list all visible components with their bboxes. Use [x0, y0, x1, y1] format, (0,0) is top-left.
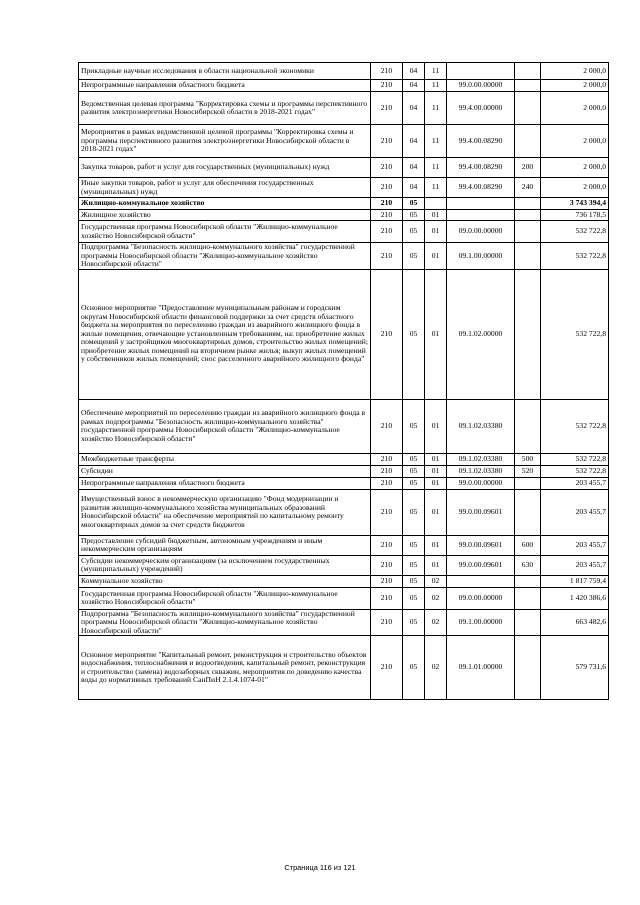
- row-section-code: 05: [403, 575, 425, 587]
- row-admin-code: 210: [371, 178, 403, 198]
- table-row: [79, 178, 609, 198]
- table-row: [79, 125, 609, 158]
- row-subsection-code: 01: [425, 465, 447, 477]
- row-section-code: 05: [403, 198, 425, 210]
- table-row: [79, 465, 609, 477]
- row-target-code: 09.1.02.03380: [447, 453, 515, 465]
- table-row: [79, 609, 609, 636]
- row-admin-code: 210: [371, 221, 403, 243]
- row-admin-code: 210: [371, 575, 403, 587]
- table-row: [79, 269, 609, 399]
- row-expense-type-code: [515, 125, 541, 158]
- row-target-code: 09.1.02.00000: [447, 269, 515, 399]
- row-name: Подпрограмма "Безопасность жилищно-коммунального хозяйства" государственной программы Новосибирской области "Жилищно-коммунальное хозяйство Новосибирской области": [79, 609, 371, 636]
- row-subsection-code: 02: [425, 636, 447, 700]
- row-amount: 2 000,0: [541, 63, 609, 80]
- row-admin-code: 210: [371, 465, 403, 477]
- row-expense-type-code: [515, 63, 541, 80]
- table-row: [79, 399, 609, 453]
- row-subsection-code: 11: [425, 178, 447, 198]
- row-subsection-code: 11: [425, 92, 447, 125]
- row-expense-type-code: [515, 92, 541, 125]
- row-amount: 3 743 394,4: [541, 198, 609, 210]
- row-name: Субсидии: [79, 465, 371, 477]
- row-section-code: 05: [403, 465, 425, 477]
- row-section-code: 05: [403, 243, 425, 270]
- row-name: Коммунальное хозяйство: [79, 575, 371, 587]
- row-subsection-code: 01: [425, 269, 447, 399]
- row-name: Обеспечение мероприятий по переселению граждан из аварийного жилищного фонда в рамках подпрограммы "Безопасность жилищно-коммунального хозяйства" государственной программы Новосибирской области "Жилищно-коммунальное хозяйство Новосибирской области": [79, 399, 371, 453]
- row-target-code: 09.1.00.00000: [447, 243, 515, 270]
- row-amount: 2 000,0: [541, 178, 609, 198]
- row-admin-code: 210: [371, 243, 403, 270]
- table-row: [79, 210, 609, 221]
- row-admin-code: 210: [371, 269, 403, 399]
- table-row: [79, 63, 609, 80]
- table-row: [79, 243, 609, 270]
- row-subsection-code: 11: [425, 158, 447, 178]
- row-amount: 2 000,0: [541, 80, 609, 92]
- table-row: [79, 489, 609, 535]
- row-expense-type-code: 520: [515, 465, 541, 477]
- table-row: [79, 80, 609, 92]
- row-section-code: 05: [403, 399, 425, 453]
- table-row: [79, 158, 609, 178]
- table-row: [79, 453, 609, 465]
- row-target-code: 99.0.00.09601: [447, 489, 515, 535]
- row-section-code: 04: [403, 178, 425, 198]
- row-target-code: 09.1.00.00000: [447, 609, 515, 636]
- row-name: Государственная программа Новосибирской области "Жилищно-коммунальное хозяйство Новосибирской области": [79, 221, 371, 243]
- row-subsection-code: [425, 198, 447, 210]
- row-expense-type-code: 240: [515, 178, 541, 198]
- row-amount: 203 455,7: [541, 555, 609, 575]
- row-admin-code: 210: [371, 453, 403, 465]
- row-expense-type-code: [515, 477, 541, 489]
- row-target-code: 99.4.00.08290: [447, 158, 515, 178]
- table-row: [79, 535, 609, 555]
- row-amount: 532 722,8: [541, 453, 609, 465]
- row-expense-type-code: [515, 587, 541, 609]
- row-subsection-code: 01: [425, 399, 447, 453]
- row-target-code: 99.0.00.00000: [447, 477, 515, 489]
- row-amount: 1 420 386,6: [541, 587, 609, 609]
- table-row: [79, 636, 609, 700]
- row-expense-type-code: [515, 198, 541, 210]
- row-amount: 532 722,8: [541, 465, 609, 477]
- row-admin-code: 210: [371, 80, 403, 92]
- row-subsection-code: 01: [425, 221, 447, 243]
- table-row: [79, 477, 609, 489]
- row-amount: 663 482,6: [541, 609, 609, 636]
- row-subsection-code: 01: [425, 477, 447, 489]
- row-amount: 532 722,8: [541, 399, 609, 453]
- row-admin-code: 210: [371, 555, 403, 575]
- row-admin-code: 210: [371, 198, 403, 210]
- row-section-code: 04: [403, 80, 425, 92]
- row-amount: 2 000,0: [541, 92, 609, 125]
- row-subsection-code: 01: [425, 489, 447, 535]
- row-name: Основное мероприятие "Предоставление муниципальным районам и городским округам Новосибирской области финансовой поддержки за счет средств областного бюджета на мероприятия по переселению граждан из аварийного жилищного фонда в жилые помещения, отвечающие установленным требованиям, на: приобретение жилых помещений у застройщиков многоквартирных домов, строительство жилых помещений; приобретение жилых помещений на вторичном рынке жилья; выкуп жилых помещений у собственников жилых помещений; снос расселенного аварийного жилищного фонда": [79, 269, 371, 399]
- row-subsection-code: 02: [425, 609, 447, 636]
- row-target-code: 99.4.00.08290: [447, 125, 515, 158]
- row-section-code: 05: [403, 489, 425, 535]
- row-subsection-code: 02: [425, 587, 447, 609]
- row-subsection-code: 01: [425, 243, 447, 270]
- row-section-code: 05: [403, 453, 425, 465]
- row-expense-type-code: [515, 636, 541, 700]
- table-row: [79, 555, 609, 575]
- row-expense-type-code: [515, 221, 541, 243]
- row-amount: 203 455,7: [541, 489, 609, 535]
- row-section-code: 04: [403, 63, 425, 80]
- row-name: Предоставление субсидий бюджетным, автономным учреждениям и иным некоммерческим организациям: [79, 535, 371, 555]
- row-expense-type-code: [515, 575, 541, 587]
- row-subsection-code: 11: [425, 80, 447, 92]
- row-expense-type-code: 200: [515, 158, 541, 178]
- row-target-code: [447, 198, 515, 210]
- row-expense-type-code: [515, 269, 541, 399]
- row-target-code: 99.4.00.08290: [447, 178, 515, 198]
- row-target-code: 99.4.00.00000: [447, 92, 515, 125]
- page-footer: Страница 116 из 121: [284, 863, 356, 872]
- row-admin-code: 210: [371, 477, 403, 489]
- row-amount: 532 722,8: [541, 269, 609, 399]
- row-section-code: 05: [403, 535, 425, 555]
- row-amount: 532 722,8: [541, 221, 609, 243]
- table-row: [79, 92, 609, 125]
- row-section-code: 05: [403, 609, 425, 636]
- row-section-code: 05: [403, 221, 425, 243]
- row-section-code: 05: [403, 555, 425, 575]
- row-section-code: 05: [403, 269, 425, 399]
- row-admin-code: 210: [371, 609, 403, 636]
- row-target-code: 99.0.00.00000: [447, 80, 515, 92]
- row-name: Подпрограмма "Безопасность жилищно-коммунального хозяйства" государственной программы Новосибирской области "Жилищно-коммунальное хозяйство Новосибирской области": [79, 243, 371, 270]
- row-subsection-code: 02: [425, 575, 447, 587]
- row-expense-type-code: [515, 609, 541, 636]
- row-target-code: 09.1.02.03380: [447, 399, 515, 453]
- row-target-code: 09.0.00.00000: [447, 221, 515, 243]
- row-target-code: 09.0.00.00000: [447, 587, 515, 609]
- row-subsection-code: 11: [425, 125, 447, 158]
- row-expense-type-code: [515, 399, 541, 453]
- row-target-code: [447, 63, 515, 80]
- row-section-code: 04: [403, 125, 425, 158]
- row-expense-type-code: [515, 80, 541, 92]
- row-admin-code: 210: [371, 636, 403, 700]
- row-section-code: 04: [403, 158, 425, 178]
- row-admin-code: 210: [371, 158, 403, 178]
- row-name: Имущественный взнос в некоммерческую организацию "Фонд модернизации и развития жилищно-коммунального хозяйства муниципальных образований Новосибирской области" на обеспечение мероприятий по капитальному ремонту многоквартирных домов за счет средств бюджетов: [79, 489, 371, 535]
- row-target-code: 09.1.02.03380: [447, 465, 515, 477]
- row-name: Субсидии некоммерческим организациям (за исключением государственных (муниципальных) учреждений): [79, 555, 371, 575]
- row-name: Межбюджетные трансферты: [79, 453, 371, 465]
- row-section-code: 04: [403, 92, 425, 125]
- row-amount: 2 000,0: [541, 158, 609, 178]
- row-name: Прикладные научные исследования в области национальной экономики: [79, 63, 371, 80]
- table-row: [79, 575, 609, 587]
- row-name: Государственная программа Новосибирской области "Жилищно-коммунальное хозяйство Новосибирской области": [79, 587, 371, 609]
- row-expense-type-code: [515, 210, 541, 221]
- table-row: [79, 221, 609, 243]
- row-admin-code: 210: [371, 587, 403, 609]
- table-row: [79, 198, 609, 210]
- row-subsection-code: 01: [425, 210, 447, 221]
- row-name: Иные закупки товаров, работ и услуг для обеспечения государственных (муниципальных) нужд: [79, 178, 371, 198]
- budget-table: [78, 62, 609, 700]
- row-target-code: 99.0.00.09601: [447, 535, 515, 555]
- row-section-code: 05: [403, 477, 425, 489]
- row-expense-type-code: 630: [515, 555, 541, 575]
- row-subsection-code: 01: [425, 453, 447, 465]
- row-name: Ведомственная целевая программа "Корректировка схемы и программы перспективного развития электроэнергетики Новосибирской области в 2018-2021 годах": [79, 92, 371, 125]
- row-admin-code: 210: [371, 210, 403, 221]
- row-target-code: 09.1.01.00000: [447, 636, 515, 700]
- row-section-code: 05: [403, 210, 425, 221]
- row-admin-code: 210: [371, 489, 403, 535]
- row-amount: 1 817 759,4: [541, 575, 609, 587]
- row-amount: 736 178,5: [541, 210, 609, 221]
- row-name: Жилищно-коммунальное хозяйство: [79, 198, 371, 210]
- row-target-code: [447, 575, 515, 587]
- row-name: Непрограммные направления областного бюджета: [79, 80, 371, 92]
- row-amount: 532 722,8: [541, 243, 609, 270]
- row-amount: 203 455,7: [541, 535, 609, 555]
- row-admin-code: 210: [371, 399, 403, 453]
- row-section-code: 05: [403, 587, 425, 609]
- row-name: Закупка товаров, работ и услуг для государственных (муниципальных) нужд: [79, 158, 371, 178]
- row-expense-type-code: 600: [515, 535, 541, 555]
- row-name: Основное мероприятие "Капитальный ремонт, реконструкция и строительство объектов водоснабжения, теплоснабжения и водоотведения, капитальный ремонт, реконструкция и строительство (замена) водозаборных скважин, мероприятия по доведению качества воды до нормативных требований СанПиН 2.1.4.1074-01": [79, 636, 371, 700]
- row-admin-code: 210: [371, 63, 403, 80]
- row-expense-type-code: [515, 243, 541, 270]
- row-expense-type-code: [515, 489, 541, 535]
- row-admin-code: 210: [371, 125, 403, 158]
- row-name: Непрограммные направления областного бюджета: [79, 477, 371, 489]
- row-admin-code: 210: [371, 535, 403, 555]
- row-section-code: 05: [403, 636, 425, 700]
- row-amount: 579 731,6: [541, 636, 609, 700]
- row-target-code: 99.0.00.09601: [447, 555, 515, 575]
- row-name: Жилищное хозяйство: [79, 210, 371, 221]
- row-name: Мероприятия в рамках ведомственной целевой программы "Корректировка схемы и программы перспективного развития электроэнергетики Новосибирской области в 2018-2021 годах": [79, 125, 371, 158]
- row-admin-code: 210: [371, 92, 403, 125]
- table-row: [79, 587, 609, 609]
- row-amount: 2 000,0: [541, 125, 609, 158]
- row-subsection-code: 11: [425, 63, 447, 80]
- row-subsection-code: 01: [425, 555, 447, 575]
- budget-table-body: [79, 63, 609, 700]
- row-subsection-code: 01: [425, 535, 447, 555]
- row-expense-type-code: 500: [515, 453, 541, 465]
- row-target-code: [447, 210, 515, 221]
- row-amount: 203 455,7: [541, 477, 609, 489]
